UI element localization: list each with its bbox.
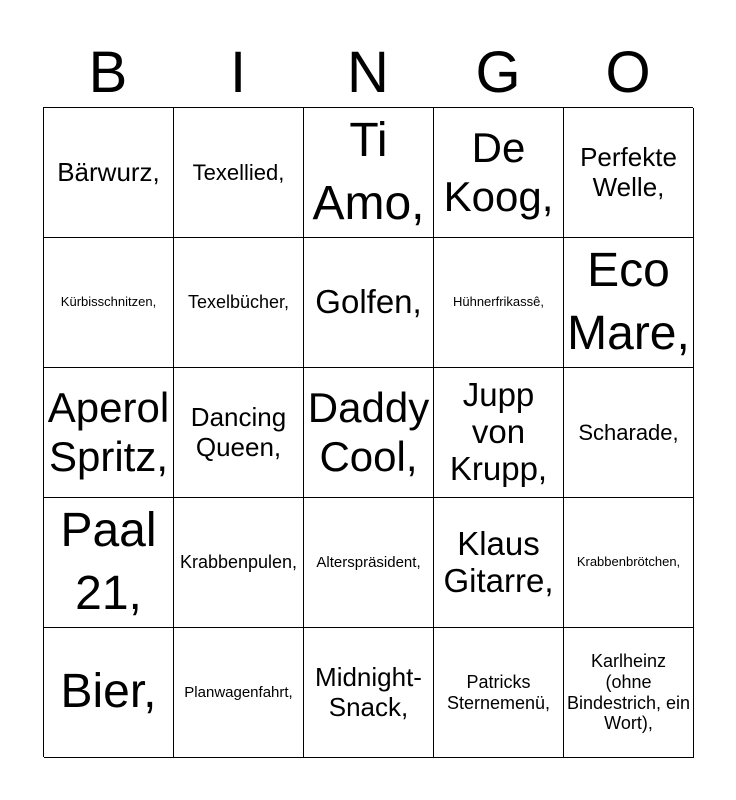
- bingo-cell[interactable]: Texelbücher,: [174, 238, 304, 368]
- bingo-cell[interactable]: Alterspräsident,: [304, 498, 434, 628]
- bingo-cell[interactable]: Daddy Cool,: [304, 368, 434, 498]
- bingo-cell[interactable]: De Koog,: [434, 108, 564, 238]
- bingo-cell[interactable]: Scharade,: [564, 368, 694, 498]
- bingo-cell[interactable]: Kürbisschnitzen,: [44, 238, 174, 368]
- bingo-cell[interactable]: Bärwurz,: [44, 108, 174, 238]
- bingo-cell[interactable]: Dancing Queen,: [174, 368, 304, 498]
- header-letter-g: G: [475, 40, 521, 105]
- header-letter-o: O: [605, 40, 651, 105]
- bingo-grid: [43, 107, 693, 757]
- bingo-cell[interactable]: Krabbenbrötchen,: [564, 498, 694, 628]
- bingo-cell[interactable]: Krabbenpulen,: [174, 498, 304, 628]
- bingo-cell[interactable]: Bier,: [44, 628, 174, 758]
- bingo-cell[interactable]: Karlheinz (ohne Bindestrich, ein Wort),: [564, 628, 694, 758]
- bingo-cell[interactable]: Midnight-Snack,: [304, 628, 434, 758]
- bingo-cell[interactable]: Jupp von Krupp,: [434, 368, 564, 498]
- bingo-cell[interactable]: Patricks Sternemenü,: [434, 628, 564, 758]
- bingo-cell[interactable]: Paal 21,: [44, 498, 174, 628]
- bingo-cell[interactable]: Planwagenfahrt,: [174, 628, 304, 758]
- bingo-cell[interactable]: Perfekte Welle,: [564, 108, 694, 238]
- bingo-cell[interactable]: Hühnerfrikassê,: [434, 238, 564, 368]
- header-letter-i: I: [229, 40, 247, 105]
- bingo-header: [43, 38, 693, 108]
- header-letter-b: B: [88, 40, 128, 105]
- header-letter-n: N: [347, 40, 389, 105]
- bingo-cell[interactable]: Aperol Spritz,: [44, 368, 174, 498]
- bingo-cell[interactable]: Klaus Gitarre,: [434, 498, 564, 628]
- bingo-cell[interactable]: Golfen,: [304, 238, 434, 368]
- bingo-cell[interactable]: Ti Amo,: [304, 108, 434, 238]
- bingo-cell[interactable]: Texellied,: [174, 108, 304, 238]
- bingo-cell[interactable]: Eco Mare,: [564, 238, 694, 368]
